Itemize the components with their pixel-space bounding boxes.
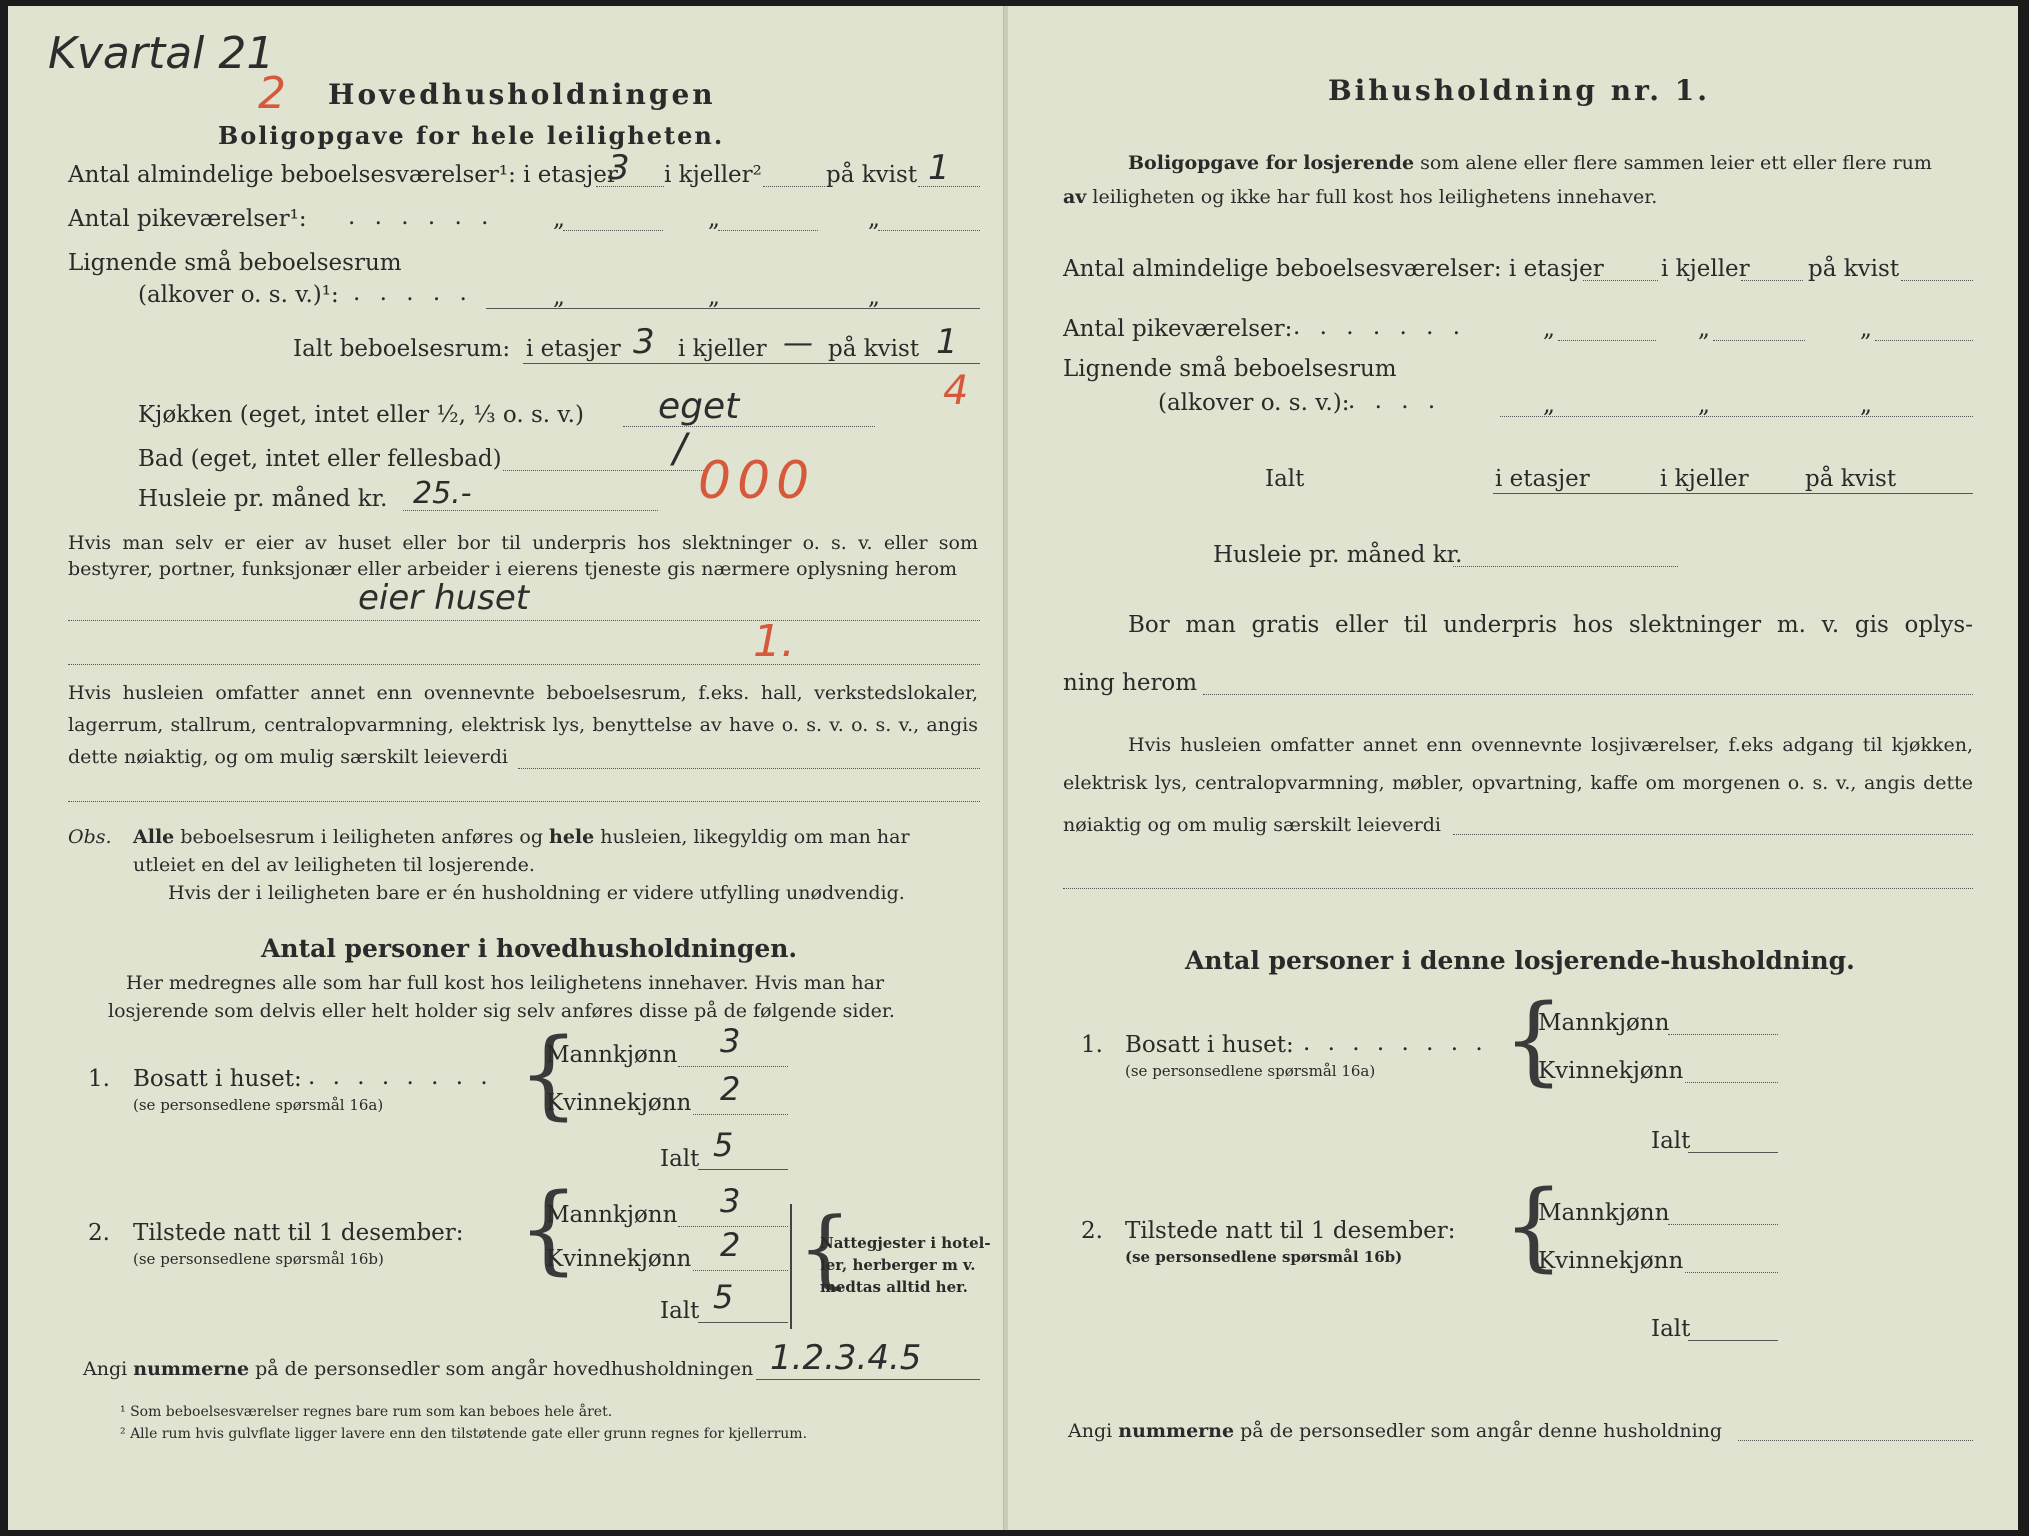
- ordinary-floor-value: 3: [608, 148, 630, 188]
- sub-intro-2b: leiligheten og ikke har full kost hos leilighetens innehaver.: [1092, 186, 1658, 208]
- sub-includes-text-1: Hvis husleien omfatter annet enn ovennevnte losjiværelser, f.eks adgang til kjøkken,: [1128, 734, 1973, 756]
- numbers-value: 1.2.3.4.5: [770, 1338, 922, 1378]
- sub-numbers-label-c: på de personsedler som angår denne husholdning: [1240, 1420, 1723, 1442]
- sub-total-cellar-label: i kjeller: [1660, 466, 1749, 492]
- kitchen-value: eget: [658, 386, 740, 427]
- q1-total-label: Ialt: [660, 1146, 700, 1172]
- red-mark-zeros: 000: [698, 451, 816, 511]
- small-ditto-2: „: [708, 284, 720, 310]
- sub-maid-ditto-1: „: [1543, 316, 1555, 342]
- q2-ref: (se personsedlene spørsmål 16b): [133, 1250, 384, 1268]
- q1-total-line: [698, 1169, 788, 1170]
- sub-q2-brace: {: [1503, 1170, 1565, 1282]
- q2-total-line: [698, 1322, 788, 1323]
- numbers-label-a: Angi: [83, 1358, 128, 1380]
- bath-label: Bad (eget, intet eller fellesbad): [138, 446, 502, 472]
- main-household-page: [8, 6, 998, 1530]
- q1-total-value: 5: [713, 1126, 734, 1164]
- footnote-2: ² Alle rum hvis gulvflate ligger lavere enn den tilstøtende gate eller grunn regnes for kjellerrum.: [120, 1426, 808, 1442]
- sub-small-dots: . . . .: [1348, 388, 1442, 414]
- obs-label: Obs.: [68, 826, 112, 848]
- ordinary-rooms-label: Antal almindelige beboelsesværelser¹: i etasjer: [68, 162, 618, 188]
- maid-ditto-2: „: [708, 206, 720, 232]
- maid-ditto-1: „: [553, 206, 565, 232]
- total-rooms-label: Ialt beboelsesrum:: [293, 336, 511, 362]
- persons-title: Antal personer i hovedhusholdningen.: [261, 934, 798, 963]
- maid-floor-line: [563, 230, 663, 231]
- guests-brace: {: [798, 1199, 852, 1297]
- obs-bold-all: Alle: [133, 826, 175, 848]
- ordinary-attic-label: på kvist: [826, 162, 918, 188]
- q1-female-line: [693, 1114, 788, 1115]
- sub-q1-male-line: [1668, 1034, 1778, 1035]
- includes-line-1: [518, 768, 980, 769]
- sub-ordinary-attic-label: på kvist: [1808, 256, 1900, 282]
- sub-title: Bihusholdning nr. 1.: [1328, 74, 1710, 107]
- numbers-line: [756, 1379, 980, 1380]
- q2-male-value: 3: [720, 1182, 741, 1220]
- sub-includes-line-1: [1453, 834, 1973, 835]
- sub-q2-female-line: [1685, 1272, 1778, 1273]
- q1-female-label: Kvinnekjønn: [546, 1090, 692, 1116]
- maid-dots: . . . . . .: [348, 204, 495, 230]
- total-cellar-label: i kjeller: [678, 336, 767, 362]
- owner-line-1: [68, 620, 980, 621]
- sub-q2-female-label: Kvinnekjønn: [1538, 1248, 1684, 1274]
- q2-right-bar: [790, 1204, 792, 1329]
- total-floor-label: i etasjer: [526, 336, 621, 362]
- includes-line-2: [68, 801, 980, 802]
- sub-q1-dots: . . . . . . . .: [1303, 1030, 1488, 1056]
- q1-dots: . . . . . . . .: [308, 1064, 493, 1090]
- sub-q2-total-label: Ialt: [1651, 1316, 1691, 1342]
- ordinary-cellar-label: i kjeller²: [664, 162, 762, 188]
- sub-small-line: [1500, 416, 1973, 417]
- q1-brace: {: [518, 1018, 580, 1130]
- sub-q1-ref: (se personsedlene spørsmål 16a): [1125, 1062, 1376, 1080]
- sub-q1-total-line: [1688, 1152, 1778, 1153]
- sub-intro-rest: som alene eller flere sammen leier ett eller flere rum: [1420, 152, 1932, 174]
- section-number: 2: [258, 68, 286, 119]
- sub-maid-cellar-line: [1713, 340, 1805, 341]
- guests-note-2: ler, herberger m v.: [820, 1256, 976, 1274]
- q2-brace: {: [518, 1173, 580, 1285]
- sub-q2-total-line: [1688, 1340, 1778, 1341]
- includes-text-1: Hvis husleien omfatter annet enn ovennevnte beboelsesrum, f.eks. hall, verkstedslokaler,: [68, 682, 978, 704]
- sub-numbers-label-b: nummerne: [1118, 1420, 1235, 1442]
- total-sum-value: 4: [943, 368, 969, 414]
- sub-ordinary-label: Antal almindelige beboelsesværelser: i etasjer: [1063, 256, 1604, 282]
- owner-line-2: [68, 664, 980, 665]
- sub-numbers-line: [1738, 1440, 1973, 1441]
- maid-cellar-line: [718, 230, 818, 231]
- margin-note: Kvartal 21: [48, 28, 275, 79]
- ordinary-floor-line: [596, 186, 664, 187]
- persons-text-2: losjerende som delvis eller helt holder sig selv anføres disse på de følgende sider.: [108, 1000, 895, 1022]
- q2-label: Tilstede natt til 1 desember:: [133, 1220, 464, 1246]
- guests-note-3: medtas alltid her.: [820, 1278, 968, 1296]
- numbers-label-b: nummerne: [133, 1358, 250, 1380]
- q1-male-label: Mannkjønn: [546, 1042, 678, 1068]
- owner-value: eier huset: [358, 578, 530, 618]
- kitchen-label: Kjøkken (eget, intet eller ½, ⅓ o. s. v.): [138, 402, 584, 428]
- small-dots: . . . . .: [353, 280, 473, 306]
- persons-text-1: Her medregnes alle som har full kost hos leilighetens innehaver. Hvis man har: [126, 972, 885, 994]
- obs-bold-whole: hele: [549, 826, 595, 848]
- sub-maid-label: Antal pikeværelser:: [1063, 316, 1293, 342]
- ordinary-cellar-line: [763, 186, 825, 187]
- footnote-1: ¹ Som beboelsesværelser regnes bare rum som kan beboes hele året.: [120, 1404, 613, 1420]
- sub-small-ditto-3: „: [1860, 392, 1872, 418]
- sub-ordinary-cellar-label: i kjeller: [1661, 256, 1750, 282]
- sub-small-ditto-1: „: [1543, 392, 1555, 418]
- rent-value: 25.-: [413, 476, 472, 511]
- sub-total-attic-label: på kvist: [1805, 466, 1897, 492]
- total-cellar-value: —: [783, 326, 813, 361]
- guests-note-1: Nattegjester i hotel-: [820, 1234, 991, 1252]
- sub-total-floor-label: i etasjer: [1495, 466, 1590, 492]
- sub-q1-female-line: [1685, 1082, 1778, 1083]
- page-fold: [1003, 6, 1008, 1530]
- sub-q1-number: 1.: [1081, 1032, 1103, 1058]
- total-attic-label: på kvist: [828, 336, 920, 362]
- small-rooms-label-2: (alkover o. s. v.)¹:: [138, 282, 339, 308]
- obs-text-1b: beboelsesrum i leiligheten anføres og: [180, 826, 543, 848]
- sub-small-label-2: (alkover o. s. v.):: [1158, 390, 1350, 416]
- sub-includes-line-2: [1063, 888, 1973, 889]
- sub-includes-text-2: elektrisk lys, centralopvarmning, møbler, opvartning, kaffe om morgenen o. s. v., angis dette: [1063, 772, 1973, 794]
- q2-male-label: Mannkjønn: [546, 1202, 678, 1228]
- sub-intro-bold: Boligopgave for losjerende: [1128, 152, 1415, 174]
- sub-ordinary-attic-line: [1901, 280, 1973, 281]
- q2-total-value: 5: [713, 1278, 734, 1316]
- sub-q2-male-line: [1668, 1224, 1778, 1225]
- maid-ditto-3: „: [868, 206, 880, 232]
- sub-free-line: [1203, 694, 1973, 695]
- sub-household-page: [1013, 6, 2013, 1530]
- q2-female-value: 2: [720, 1226, 741, 1264]
- sub-small-label-1: Lignende små beboelsesrum: [1063, 356, 1397, 382]
- bath-value: /: [673, 426, 687, 472]
- sub-numbers-label-a: Angi: [1068, 1420, 1113, 1442]
- maid-rooms-label: Antal pikeværelser¹:: [68, 206, 307, 232]
- sub-ordinary-cellar-line: [1741, 280, 1803, 281]
- obs-text-3: Hvis der i leiligheten bare er én husholdning er videre utfylling unødvendig.: [168, 882, 905, 904]
- maid-attic-line: [878, 230, 980, 231]
- small-ditto-3: „: [868, 284, 880, 310]
- sub-persons-title: Antal personer i denne losjerende-husholdning.: [1185, 946, 1855, 975]
- sub-total-label: Ialt: [1265, 466, 1305, 492]
- q1-ref: (se personsedlene spørsmål 16a): [133, 1096, 384, 1114]
- sub-q1-total-label: Ialt: [1651, 1128, 1691, 1154]
- sub-maid-dots: . . . . . . .: [1293, 314, 1467, 340]
- q1-male-line: [678, 1066, 788, 1067]
- q2-female-line: [693, 1270, 788, 1271]
- rent-label: Husleie pr. måned kr.: [138, 486, 388, 512]
- sub-q1-female-label: Kvinnekjønn: [1538, 1058, 1684, 1084]
- owner-text: Hvis man selv er eier av huset eller bor til underpris hos slektninger o. s. v. eller som bestyrer, portner, funksjonær eller arbeider i eierens tjeneste gis nærmere oplysning herom: [68, 532, 978, 580]
- sub-q2-label: Tilstede natt til 1 desember:: [1125, 1218, 1456, 1244]
- ordinary-attic-value: 1: [928, 148, 950, 188]
- sub-maid-ditto-2: „: [1698, 316, 1710, 342]
- sub-free-text-1: Bor man gratis eller til underpris hos slektninger m. v. gis oplys-: [1128, 612, 1973, 638]
- page-subtitle: Boligopgave for hele leiligheten.: [218, 121, 725, 150]
- includes-text-2: lagerrum, stallrum, centralopvarmning, elektrisk lys, benyttelse av have o. s. v. o. s. v., angis: [68, 714, 978, 736]
- sub-maid-attic-line: [1875, 340, 1973, 341]
- q1-female-value: 2: [720, 1070, 741, 1108]
- sub-q2-male-label: Mannkjønn: [1538, 1200, 1670, 1226]
- small-rooms-label-1: Lignende små beboelsesrum: [68, 250, 402, 276]
- sub-q1-male-label: Mannkjønn: [1538, 1010, 1670, 1036]
- sub-includes-text-3: nøiaktig og om mulig særskilt leieverdi: [1063, 814, 1441, 836]
- q1-number: 1.: [88, 1066, 110, 1092]
- sub-total-line: [1493, 493, 1973, 494]
- sub-q1-brace: {: [1503, 984, 1565, 1096]
- sub-q1-label: Bosatt i huset:: [1125, 1032, 1294, 1058]
- q2-female-label: Kvinnekjønn: [546, 1246, 692, 1272]
- small-ditto-1: „: [553, 284, 565, 310]
- census-form-sheet: [8, 6, 2018, 1530]
- page-title: Hovedhusholdningen: [328, 78, 716, 111]
- total-attic-value: 1: [936, 322, 958, 362]
- total-rooms-line: [523, 363, 980, 364]
- numbers-label-c: på de personsedler som angår hovedhusholdningen: [255, 1358, 754, 1380]
- obs-text-1d: husleien, likegyldig om man har: [600, 826, 910, 848]
- sub-intro-2a: av: [1063, 186, 1087, 208]
- includes-text-3: dette nøiaktig, og om mulig særskilt leieverdi: [68, 746, 508, 768]
- q1-label: Bosatt i huset:: [133, 1066, 302, 1092]
- q1-male-value: 3: [720, 1022, 741, 1060]
- sub-rent-label: Husleie pr. måned kr.: [1213, 542, 1463, 568]
- sub-rent-line: [1453, 566, 1678, 567]
- sub-maid-ditto-3: „: [1860, 316, 1872, 342]
- sub-ordinary-floor-line: [1583, 280, 1658, 281]
- q2-number: 2.: [88, 1220, 110, 1246]
- sub-free-text-2: ning herom: [1063, 670, 1198, 696]
- sub-maid-floor-line: [1558, 340, 1656, 341]
- sub-small-ditto-2: „: [1698, 392, 1710, 418]
- q2-total-label: Ialt: [660, 1298, 700, 1324]
- total-floor-value: 3: [633, 322, 655, 362]
- obs-text-2: utleiet en del av leiligheten til losjerende.: [133, 854, 535, 876]
- sub-q2-ref: (se personsedlene spørsmål 16b): [1125, 1248, 1403, 1266]
- sub-q2-number: 2.: [1081, 1218, 1103, 1244]
- red-one-mark: 1.: [753, 616, 795, 667]
